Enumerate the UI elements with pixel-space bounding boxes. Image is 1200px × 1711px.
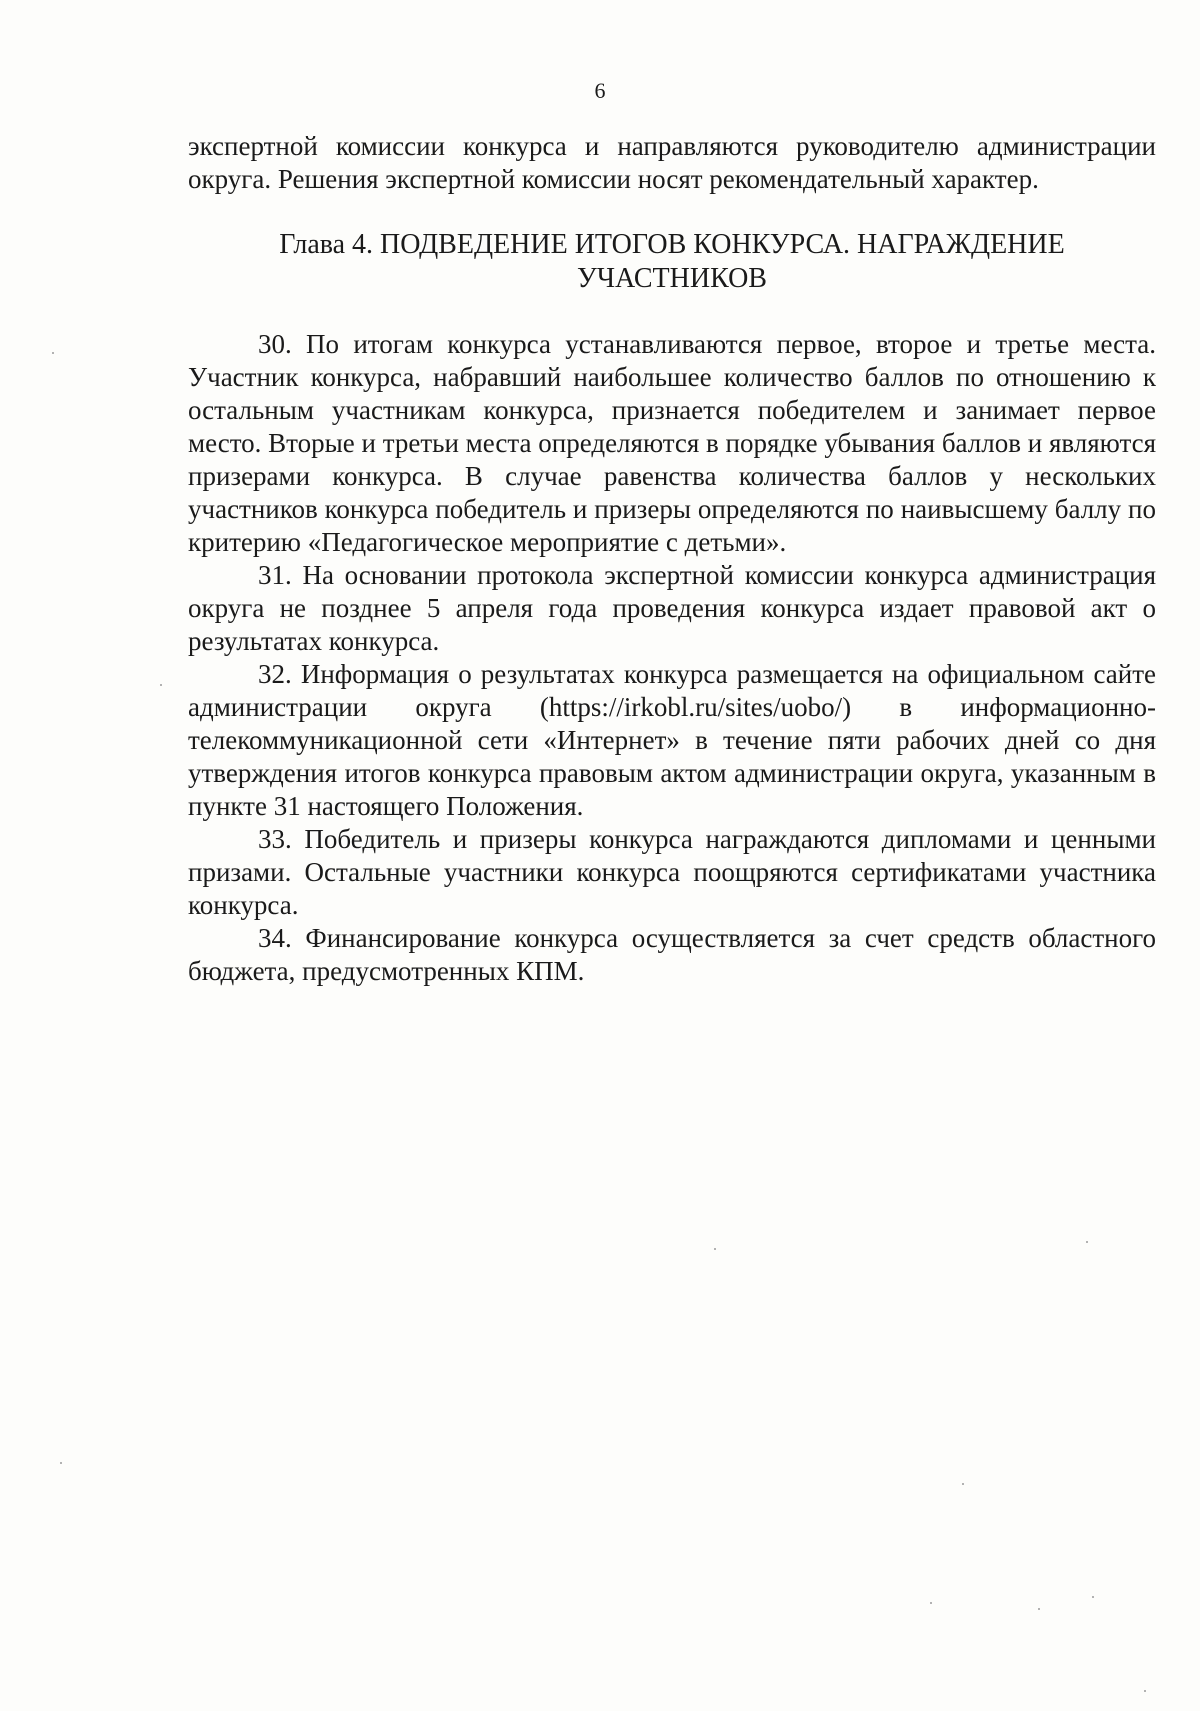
scan-speck	[1038, 1608, 1040, 1610]
scan-speck	[962, 1483, 964, 1485]
scan-speck	[714, 1248, 716, 1250]
paragraph-34: 34. Финансирование конкурса осуществляется за счет средств областного бюджета, предусмотренных КПМ.	[188, 923, 1156, 986]
paragraph-31: 31. На основании протокола экспертной комиссии конкурса администрация округа не позднее 5 апреля года проведения конкурса издает правовой акт о результатах конкурса.	[188, 560, 1156, 656]
scan-speck	[930, 1602, 932, 1604]
continuation-paragraph: экспертной комиссии конкурса и направляются руководителю администрации округа. Решения экспертной комиссии носят рекомендательный характер.	[188, 131, 1156, 194]
chapter-title-line-2: УЧАСТНИКОВ	[577, 263, 767, 294]
scan-speck	[160, 684, 162, 686]
page-content	[188, 130, 1156, 988]
chapter-title-line-1: Глава 4. ПОДВЕДЕНИЕ ИТОГОВ КОНКУРСА. НАГРАЖДЕНИЕ	[279, 229, 1065, 260]
page-number: 6	[594, 78, 606, 103]
scan-speck	[1144, 1690, 1146, 1692]
scan-speck	[52, 352, 54, 354]
paragraph-33: 33. Победитель и призеры конкурса награждаются дипломами и ценными призами. Остальные участники конкурса поощряются сертификатами участника конкурса.	[188, 824, 1156, 920]
scan-speck	[60, 1462, 62, 1464]
paragraph-30: 30. По итогам конкурса устанавливаются первое, второе и третье места. Участник конкурса, набравший наибольшее количество баллов по отношению к остальным участникам конкурса, признается победителем и занимает первое место. Вторые и третьи места определяются в порядке убывания баллов и являются призерами конкурса. В случае равенства количества баллов у нескольких участников конкурса победитель и призеры определяются по наивысшему баллу по критерию «Педагогическое мероприятие с детьми».	[188, 329, 1156, 557]
chapter-heading	[188, 228, 1156, 296]
paragraph-32: 32. Информация о результатах конкурса размещается на официальном сайте администрации округа (https://irkobl.ru/sites/uobo/) в информационно-телекоммуникационной сети «Интернет» в течение пяти рабочих дней со дня утверждения итогов конкурса правовым актом администрации округа, указанным в пункте 31 настоящего Положения.	[188, 659, 1156, 821]
scan-speck	[1086, 1241, 1088, 1243]
scan-speck	[1092, 1596, 1094, 1598]
